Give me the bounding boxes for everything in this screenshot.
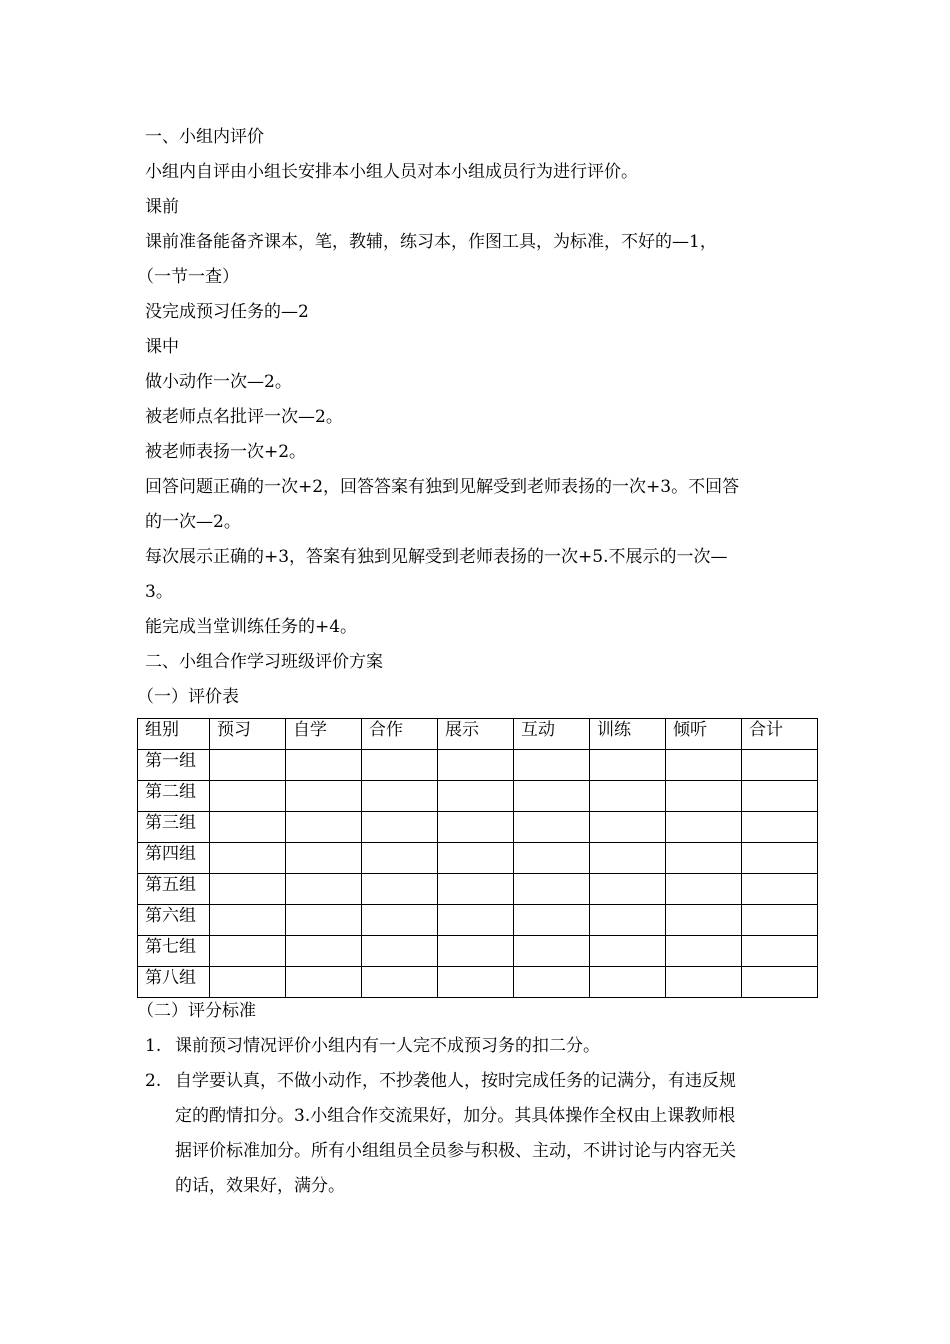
- table-row: [138, 812, 818, 843]
- table-cell: [514, 812, 590, 843]
- table-cell: [514, 874, 590, 905]
- table-cell: [362, 843, 438, 874]
- table-row: [138, 843, 818, 874]
- criteria-1-number: 1.: [145, 1036, 162, 1056]
- table-cell: [210, 843, 286, 874]
- criteria-2-line-3: 据评价标准加分。所有小组组员全员参与积极、主动，不讲讨论与内容无关: [175, 1141, 736, 1161]
- table-cell: [666, 843, 742, 874]
- section-1-intro: 小组内自评由小组长安排本小组人员对本小组成员行为进行评价。: [145, 162, 638, 182]
- table-cell: [286, 874, 362, 905]
- header-cell: 倾听: [666, 719, 742, 750]
- table-cell: [438, 967, 514, 998]
- table-cell: [438, 936, 514, 967]
- table-cell: [514, 905, 590, 936]
- table-cell: [362, 967, 438, 998]
- table-cell: [362, 781, 438, 812]
- table-cell: [514, 781, 590, 812]
- table-cell: [210, 936, 286, 967]
- header-cell: 展示: [438, 719, 514, 750]
- section-1-title: 一、小组内评价: [145, 127, 264, 147]
- before-class-heading: 课前: [145, 197, 179, 217]
- table-cell: [286, 843, 362, 874]
- group-label: 第五组: [138, 874, 210, 905]
- table-cell: [742, 967, 818, 998]
- table-cell: [286, 967, 362, 998]
- in-class-rule-2: 被老师点名批评一次—2。: [145, 407, 343, 427]
- table-cell: [590, 843, 666, 874]
- table-cell: [362, 812, 438, 843]
- group-label: 第八组: [138, 967, 210, 998]
- before-class-rule-1: 课前准备能备齐课本，笔，教辅，练习本，作图工具，为标准，不好的—1，: [145, 232, 717, 252]
- table-title: （一）评价表: [137, 687, 239, 707]
- table-row: [138, 905, 818, 936]
- table-cell: [286, 750, 362, 781]
- table-cell: [514, 936, 590, 967]
- table-row: [138, 936, 818, 967]
- table-cell: [362, 905, 438, 936]
- table-cell: [210, 905, 286, 936]
- evaluation-table: [137, 718, 818, 998]
- criteria-2-line-4: 的话，效果好，满分。: [175, 1176, 345, 1196]
- table-cell: [666, 936, 742, 967]
- table-cell: [514, 843, 590, 874]
- header-cell: 预习: [210, 719, 286, 750]
- header-cell: 训练: [590, 719, 666, 750]
- table-cell: [438, 905, 514, 936]
- table-cell: [210, 781, 286, 812]
- table-cell: [742, 750, 818, 781]
- table-cell: [438, 781, 514, 812]
- in-class-rule-4: 回答问题正确的一次+2，回答答案有独到见解受到老师表扬的一次+3。不回答: [145, 477, 740, 497]
- table-cell: [742, 874, 818, 905]
- table-row: [138, 781, 818, 812]
- in-class-rule-4-cont: 的一次—2。: [145, 512, 241, 532]
- table-row: [138, 874, 818, 905]
- in-class-rule-1: 做小动作一次—2。: [145, 372, 292, 392]
- table-cell: [590, 781, 666, 812]
- group-label: 第三组: [138, 812, 210, 843]
- group-label: 第一组: [138, 750, 210, 781]
- group-label: 第七组: [138, 936, 210, 967]
- table-cell: [438, 812, 514, 843]
- table-cell: [438, 750, 514, 781]
- in-class-heading: 课中: [145, 337, 179, 357]
- in-class-rule-5-cont: 3。: [145, 582, 173, 602]
- table-cell: [210, 812, 286, 843]
- table-cell: [286, 905, 362, 936]
- header-cell: 互动: [514, 719, 590, 750]
- table-cell: [590, 967, 666, 998]
- table-cell: [742, 843, 818, 874]
- before-class-rule-1-note: （一节一查）: [137, 267, 239, 287]
- table-cell: [590, 874, 666, 905]
- table-cell: [742, 936, 818, 967]
- table-cell: [742, 812, 818, 843]
- table-cell: [438, 874, 514, 905]
- table-cell: [514, 750, 590, 781]
- table-cell: [362, 874, 438, 905]
- header-cell: 合作: [362, 719, 438, 750]
- table-cell: [362, 936, 438, 967]
- table-cell: [590, 812, 666, 843]
- table-cell: [666, 812, 742, 843]
- criteria-2-line-1: 自学要认真，不做小动作，不抄袭他人，按时完成任务的记满分，有违反规: [175, 1071, 736, 1091]
- table-header-row: [138, 719, 818, 750]
- table-row: [138, 967, 818, 998]
- table-cell: [286, 812, 362, 843]
- table-cell: [210, 874, 286, 905]
- table-cell: [286, 781, 362, 812]
- criteria-2-number: 2.: [145, 1071, 162, 1091]
- table-cell: [742, 781, 818, 812]
- in-class-rule-5: 每次展示正确的+3，答案有独到见解受到老师表扬的一次+5.不展示的一次—: [145, 547, 728, 567]
- group-label: 第二组: [138, 781, 210, 812]
- header-cell: 组别: [138, 719, 210, 750]
- table-cell: [666, 781, 742, 812]
- table-cell: [362, 750, 438, 781]
- header-cell: 自学: [286, 719, 362, 750]
- table-cell: [438, 843, 514, 874]
- table-cell: [666, 750, 742, 781]
- criteria-title: （二）评分标准: [137, 1001, 256, 1021]
- table-cell: [666, 905, 742, 936]
- table-cell: [210, 967, 286, 998]
- section-2-title: 二、小组合作学习班级评价方案: [145, 652, 383, 672]
- criteria-1-text: 课前预习情况评价小组内有一人完不成预习务的扣二分。: [175, 1036, 600, 1056]
- criteria-2-line-2: 定的酌情扣分。3.小组合作交流果好，加分。其具体操作全权由上课教师根: [175, 1106, 736, 1126]
- table-cell: [742, 905, 818, 936]
- table-cell: [590, 750, 666, 781]
- table-cell: [666, 967, 742, 998]
- table-cell: [210, 750, 286, 781]
- table-cell: [286, 936, 362, 967]
- table-row: [138, 750, 818, 781]
- in-class-rule-6: 能完成当堂训练任务的+4。: [145, 617, 358, 637]
- in-class-rule-3: 被老师表扬一次+2。: [145, 442, 307, 462]
- header-cell: 合计: [742, 719, 818, 750]
- group-label: 第六组: [138, 905, 210, 936]
- before-class-rule-2: 没完成预习任务的—2: [145, 302, 309, 322]
- group-label: 第四组: [138, 843, 210, 874]
- table-cell: [514, 967, 590, 998]
- table-cell: [590, 936, 666, 967]
- table-cell: [590, 905, 666, 936]
- table-cell: [666, 874, 742, 905]
